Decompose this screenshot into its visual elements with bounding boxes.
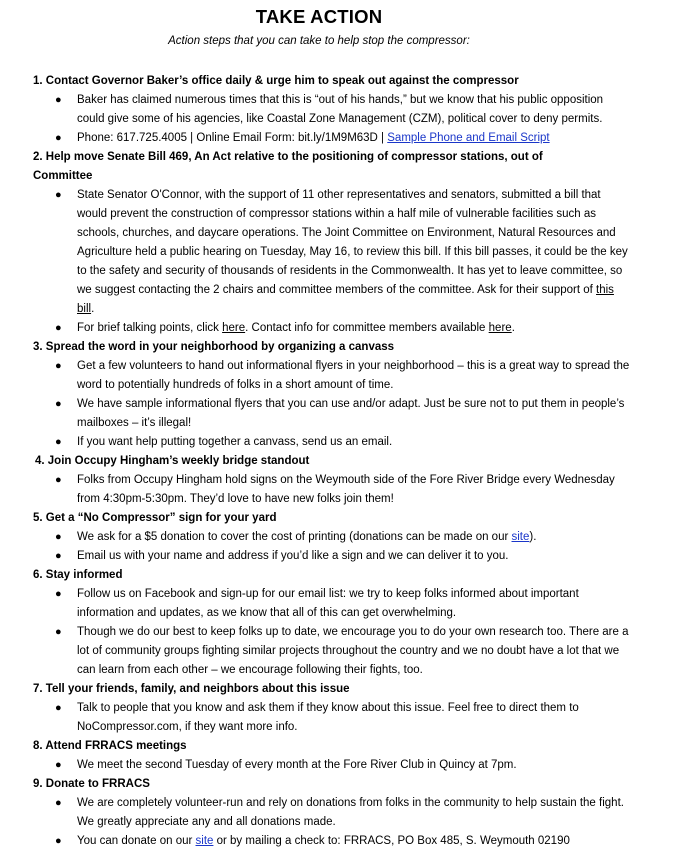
item-text: Baker has claimed numerous times that this is “out of his hands,” but we know that his public opposition could give some of his agencies, like Coastal Zone Management (CZM), political cover to deny permits.: [77, 94, 604, 125]
item-text: Follow us on Facebook and sign-up for our email list: we try to keep folks informed about important information and updates, as we know that all of this can get overwhelming.: [77, 588, 579, 619]
page-title: TAKE ACTION: [255, 6, 383, 27]
section-9-heading: 9. Donate to FRRACS: [33, 778, 150, 790]
list-item: ● You can donate on our site or by mailing a check to: FRRACS, PO Box 485, S. Weymouth 02190: [33, 832, 633, 851]
bullet-icon: ●: [55, 189, 62, 201]
section-2-list: [33, 186, 633, 338]
section-1-heading: 1. Contact Governor Baker’s office daily & urge him to speak out against the compressor: [33, 75, 519, 87]
bullet-icon: ●: [55, 94, 62, 106]
bullet-icon: ●: [55, 436, 62, 448]
section-7-heading: 7. Tell your friends, family, and neighbors about this issue: [33, 683, 350, 695]
list-item: [33, 623, 633, 680]
section-2-heading-line2: Committee: [33, 170, 93, 182]
bullet-icon: ●: [55, 702, 62, 714]
item-text: We meet the second Tuesday of every month at the Fore River Club in Quincy at 7pm.: [77, 759, 517, 771]
section-4-heading: 4. Join Occupy Hingham’s weekly bridge standout: [35, 455, 310, 467]
section-2-heading-line1: 2. Help move Senate Bill 469, An Act relative to the positioning of compressor stations, out of: [33, 151, 543, 163]
section-4-list: [33, 471, 633, 509]
list-item: [33, 547, 633, 566]
list-item: [33, 433, 633, 452]
bullet-icon: ●: [55, 360, 62, 372]
item-text: Folks from Occupy Hingham hold signs on the Weymouth side of the Fore River Bridge every Wednesday from 4:30pm-5:30pm. They’d love to have new folks join them!: [77, 474, 615, 505]
item-text: Talk to people that you know and ask them if they know about this issue. Feel free to direct them to NoCompressor.com, if they want more info.: [77, 702, 579, 733]
item-text: Email us with your name and address if you’d like a sign and we can deliver it to you.: [77, 550, 509, 562]
item-text: Though we do our best to keep folks up to date, we encourage you to do your own research too. There are a lot of community groups fighting similar projects throughout the country and we no doubt have a lot that we can learn from each other – we encourage following their fights, too.: [77, 626, 629, 676]
list-item: [33, 756, 633, 775]
section-5-heading: 5. Get a “No Compressor” sign for your yard: [33, 512, 277, 524]
bullet-icon: ●: [55, 626, 62, 638]
list-item: [33, 129, 633, 148]
list-item: [33, 585, 633, 623]
item-text: State Senator O'Connor, with the support of 11 other representatives and senators, submitted a bill that would prevent the construction of compressor stations within a half mile of vulnerable facilities such as schools, churches, and daycare operations. The Joint Committee on Environment, Natural Resources and Agriculture held a public hearing on Tuesday, May 16, to review this bill. If this bill passes, it could be the key to the safety and security of thousands of residents in the Commonwealth. It has yet to leave committee, so we suggest contacting the 2 chairs and committee members of the committee. Ask for their support of: [77, 189, 628, 296]
section-7-list: [33, 699, 633, 737]
action-steps: [33, 72, 633, 851]
bullet-icon: ●: [55, 531, 62, 543]
section-3-list: [33, 357, 633, 452]
sample-script-link[interactable]: Sample Phone and Email Script: [387, 132, 550, 144]
item-text: We have sample informational flyers that you can use and/or adapt. Just be sure not to put them in people’s mailboxes – it’s illegal!: [77, 398, 625, 429]
item-text: For brief talking points, click: [77, 322, 223, 334]
section-1-list: [33, 91, 633, 148]
list-item: ● For brief talking points, click here. Contact info for committee members available here.: [33, 319, 633, 338]
section-6-list: [33, 585, 633, 680]
item-text: Phone: 617.725.4005 | Online Email Form: bit.ly/1M9M63D |: [77, 132, 388, 144]
committee-contacts-link[interactable]: here: [488, 322, 512, 334]
item-text: You can donate on our: [77, 835, 196, 847]
list-item: [33, 794, 633, 832]
bullet-icon: ●: [55, 550, 62, 562]
section-6-heading: 6. Stay informed: [33, 569, 123, 581]
bullet-icon: ●: [55, 588, 62, 600]
item-text: Get a few volunteers to hand out informational flyers in your neighborhood – this is a great way to spread the word to potentially hundreds of folks in a short amount of time.: [77, 360, 630, 391]
donate-site-link[interactable]: site: [195, 835, 214, 847]
section-5-list: [33, 528, 633, 566]
section-8-heading: 8. Attend FRRACS meetings: [33, 740, 187, 752]
section-9-list: [33, 794, 633, 851]
item-text: If you want help putting together a canvass, send us an email.: [77, 436, 393, 448]
section-3-heading: 3. Spread the word in your neighborhood by organizing a canvass: [33, 341, 395, 353]
bullet-icon: ●: [55, 322, 62, 334]
list-item: ● We ask for a $5 donation to cover the cost of printing (donations can be made on our site).: [33, 528, 633, 547]
item-text: We ask for a $5 donation to cover the cost of printing (donations can be made on our: [77, 531, 512, 543]
talking-points-link[interactable]: here: [222, 322, 246, 334]
item-text: We are completely volunteer-run and rely on donations from folks in the community to help sustain the fight. We greatly appreciate any and all donations made.: [77, 797, 624, 828]
bullet-icon: ●: [55, 835, 62, 847]
list-item: [33, 395, 633, 433]
bullet-icon: ●: [55, 474, 62, 486]
this-bill-link[interactable]: this bill: [77, 284, 614, 315]
list-item: [33, 471, 633, 509]
bullet-icon: ●: [55, 398, 62, 410]
list-item: [33, 91, 633, 129]
list-item: ● State Senator O'Connor, with the support of 11 other representatives and senators, submitted a bill that would prevent the construction of compressor stations within a half mile of vulnerable facilities such as schools, churches, and daycare operations. The Joint Committee on Environment, Natural Resources and Agriculture held a public hearing on Tuesday, May 16, to review this bill. If this bill passes, it could be the key to the safety and security of thousands of residents in the Commonwealth. It has yet to leave committee, so we suggest contacting the 2 chairs and committee members of the committee. Ask for their support of this bill.: [33, 186, 633, 319]
bullet-icon: ●: [55, 797, 62, 809]
bullet-icon: ●: [55, 132, 62, 144]
page-subtitle: Action steps that you can take to help stop the compressor:: [168, 35, 470, 47]
donate-site-link[interactable]: site: [511, 531, 530, 543]
bullet-icon: ●: [55, 759, 62, 771]
list-item: [33, 699, 633, 737]
section-2-heading: [33, 148, 633, 186]
section-8-list: [33, 756, 633, 775]
list-item: [33, 357, 633, 395]
